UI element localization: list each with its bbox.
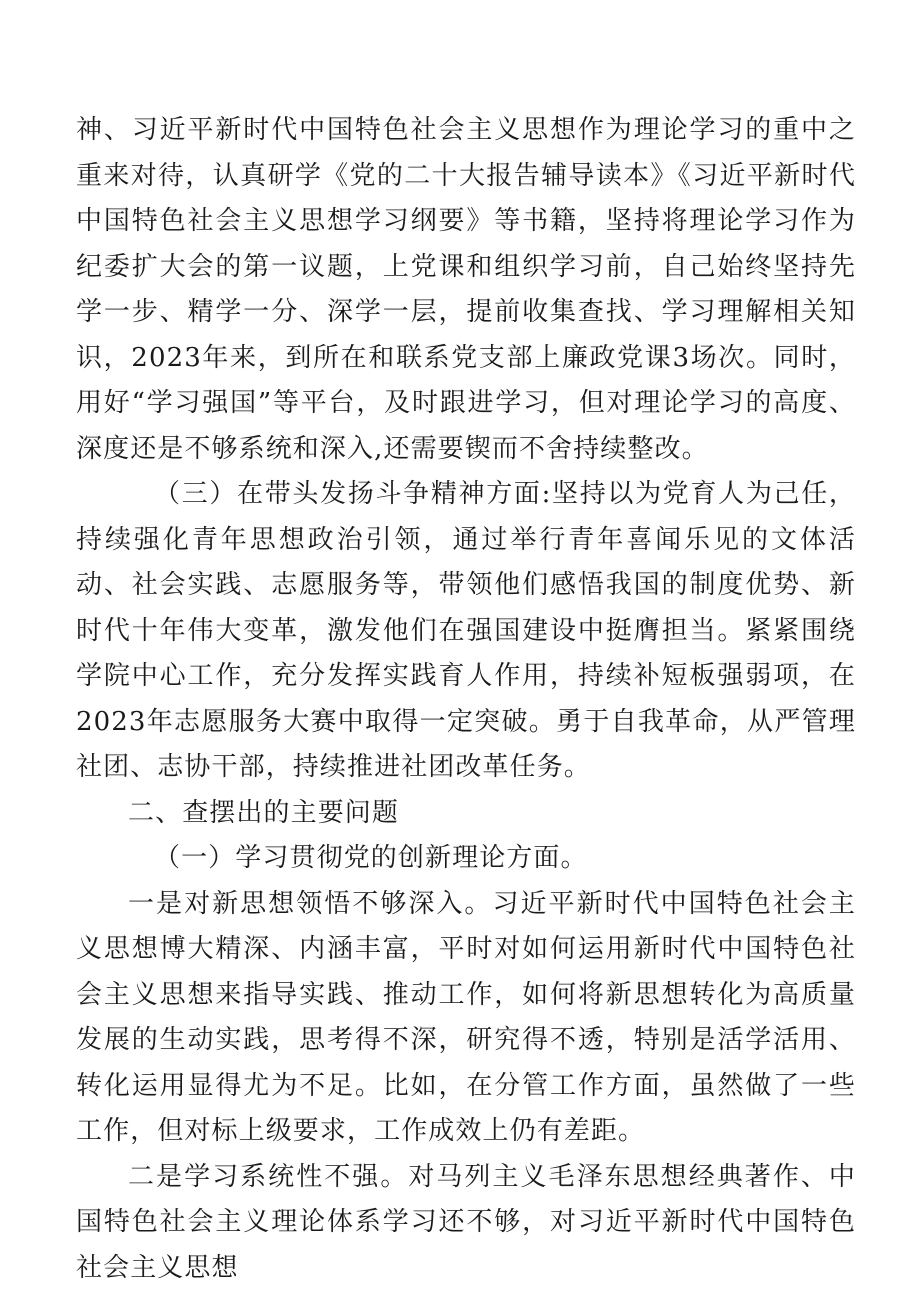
- document-body: [76, 108, 856, 1291]
- subsection-heading-innovative-theory: （一）学习贯彻党的创新理论方面。: [154, 843, 588, 873]
- paragraph-problem-one: 一是对新思想领悟不够深入。习近平新时代中国特色社会主义思想博大精深、内涵丰富，平时对如何运用新时代中国特色社会主义思想来指导实践、推动工作，如何将新思想转化为高质量发展的生动实践，思考得不深，研究得不透，特别是活学活用、转化运用显得尤为不足。比如，在分管工作方面，虽然做了一些工作，但对标上级要求，工作成效上仍有差距。: [76, 888, 856, 1146]
- paragraph-struggle-spirit: （三）在带头发扬斗争精神方面:坚持以为党育人为己任，持续强化青年思想政治引领，通过举行青年喜闻乐见的文体活动、社会实践、志愿服务等，带领他们感悟我国的制度优势、新时代十年伟大变革，激发他们在强国建设中挺膺担当。紧紧围绕学院中心工作，充分发挥实践育人作用，持续补短板强弱项，在2023年志愿服务大赛中取得一定突破。勇于自我革命，从严管理社团、志协干部，持续推进社团改革任务。: [76, 479, 856, 782]
- paragraph-problem-two: 二是学习系统性不强。对马列主义毛泽东思想经典著作、中国特色社会主义理论体系学习还不够，对习近平新时代中国特色社会主义思想: [76, 1161, 856, 1283]
- section-heading-main-problems: 二、查摆出的主要问题: [128, 797, 400, 828]
- paragraph-theory-study-continued: 神、习近平新时代中国特色社会主义思想作为理论学习的重中之重来对待，认真研学《党的二十大报告辅导读本》《习近平新时代中国特色社会主义思想学习纲要》等书籍，坚持将理论学习作为纪委扩大会的第一议题，上党课和组织学习前，自己始终坚持先学一步、精学一分、深学一层，提前收集查找、学习理解相关知识，2023年来，到所在和联系党支部上廉政党课3场次。同时，用好“学习强国”等平台，及时跟进学习，但对理论学习的高度、深度还是不够系统和深入,还需要锲而不舍持续整改。: [76, 115, 856, 464]
